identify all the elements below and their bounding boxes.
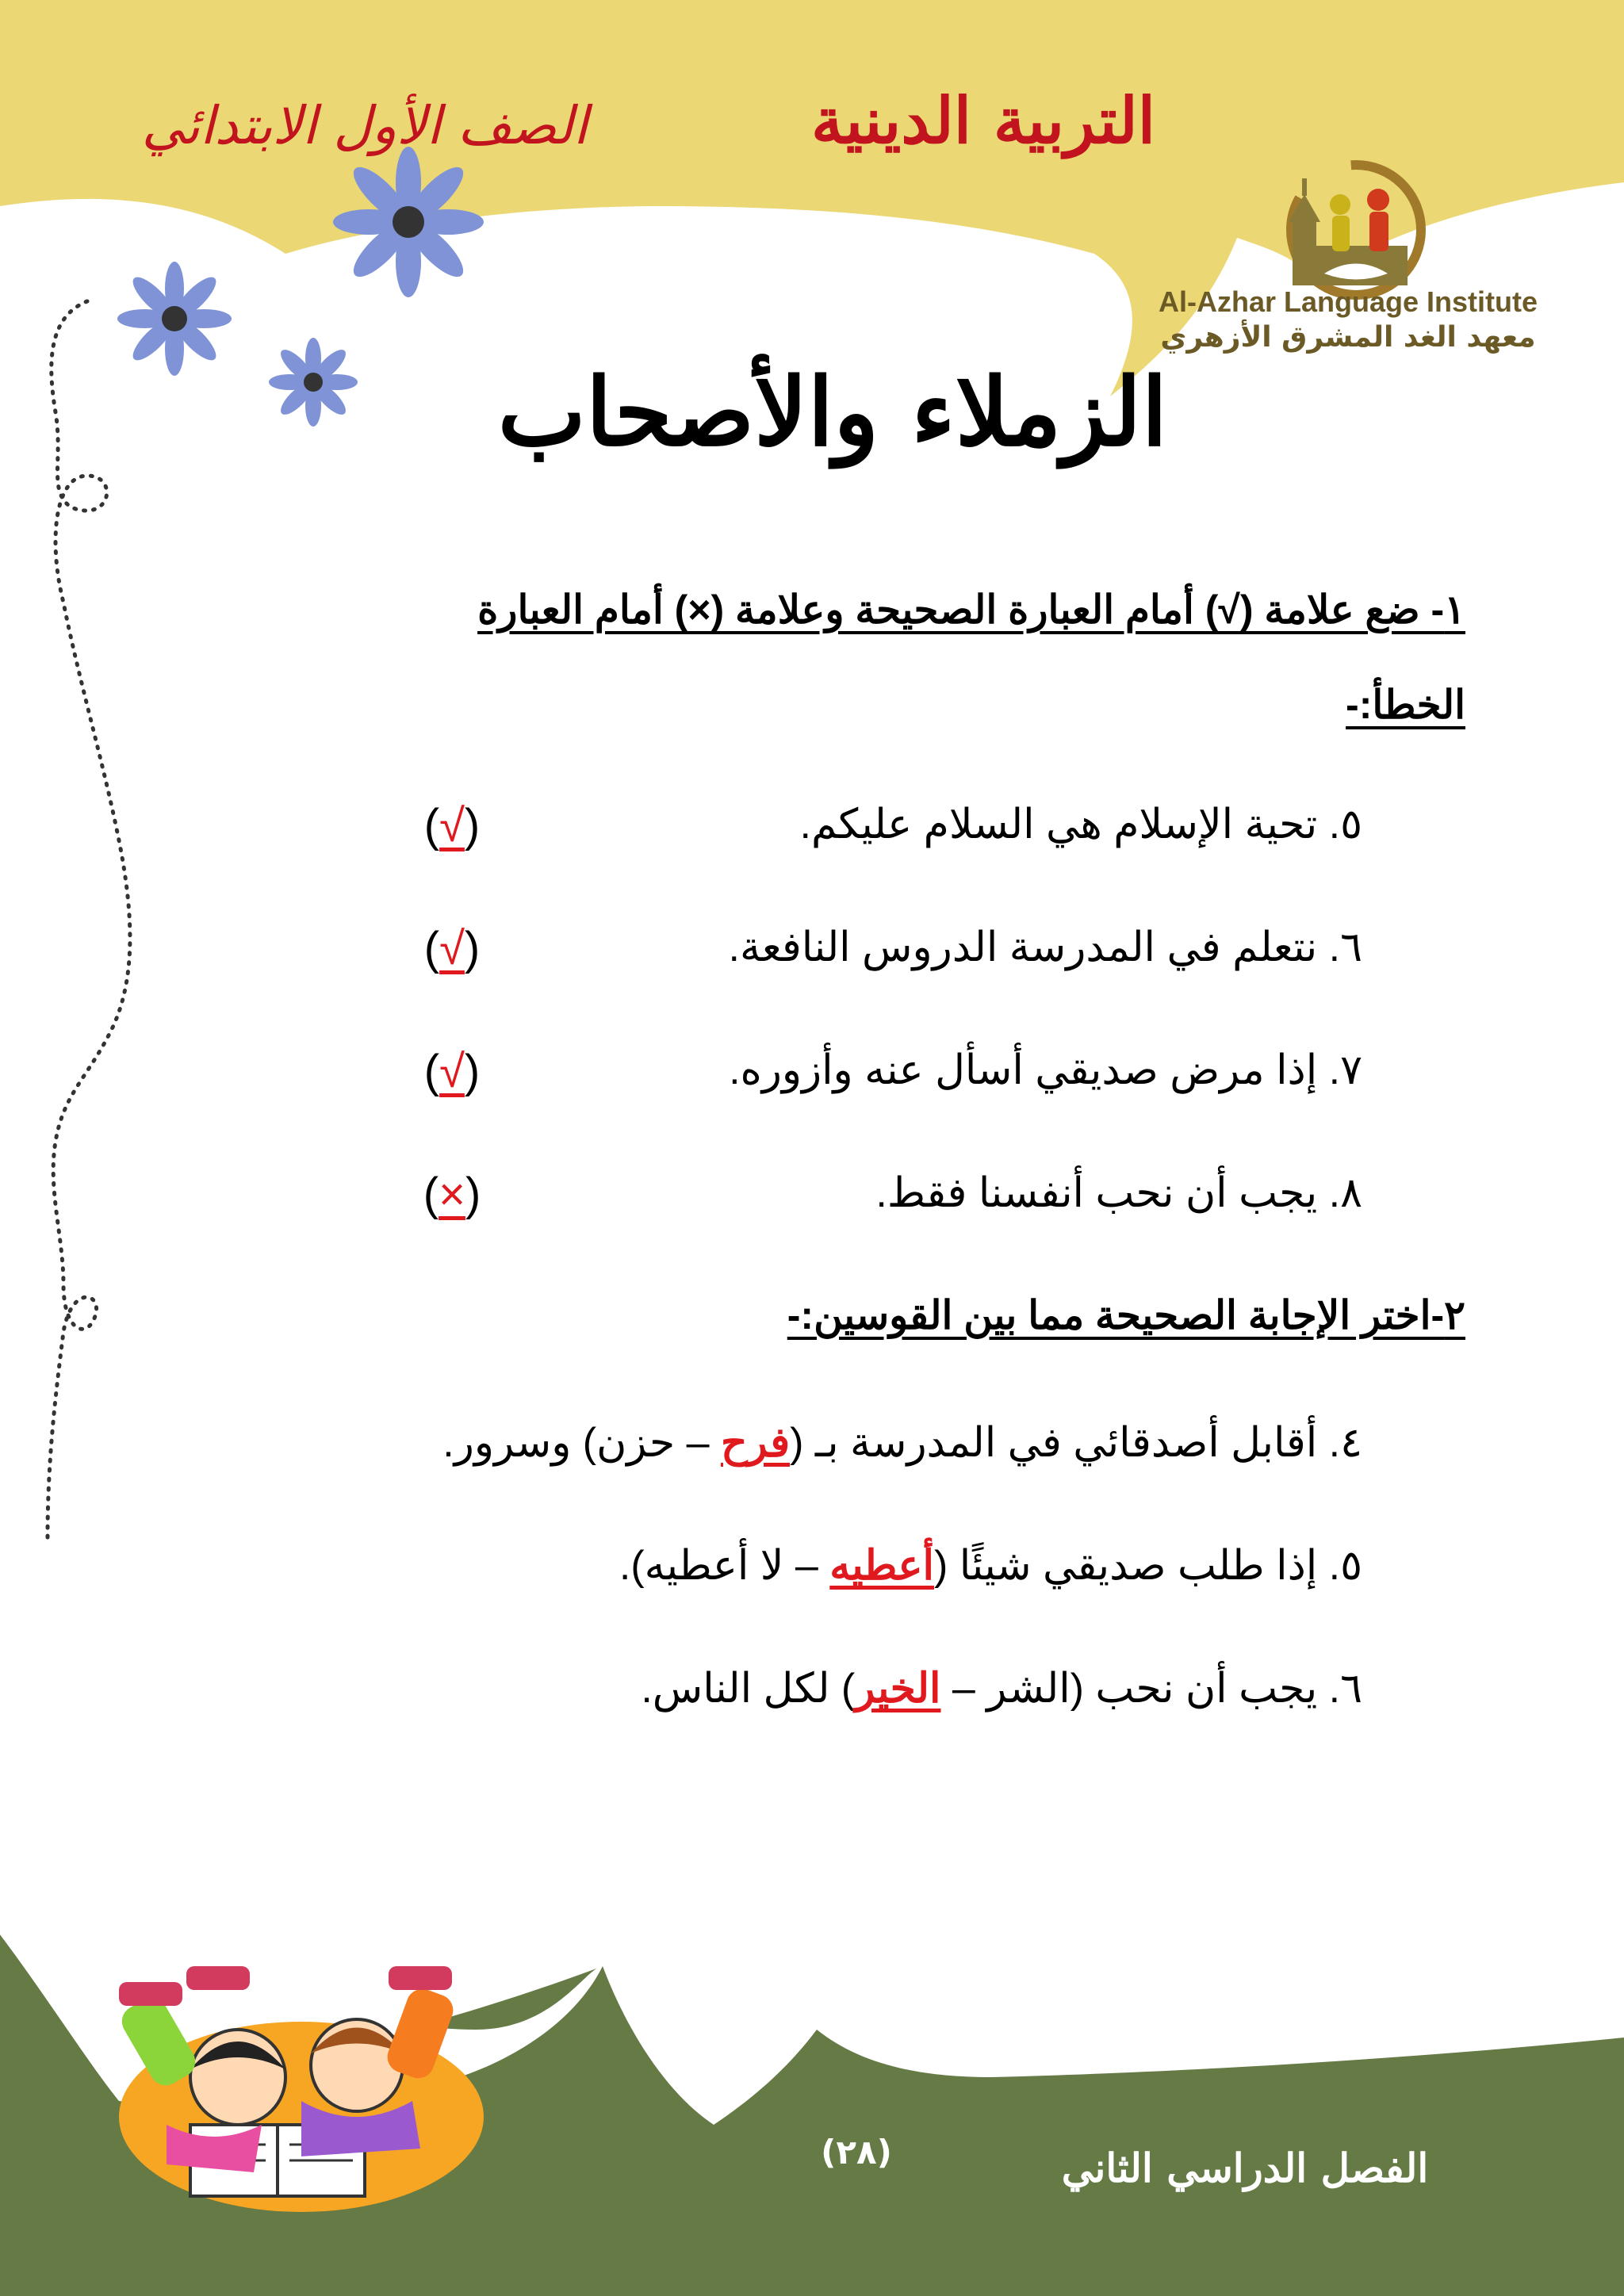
q2-item-3 — [641, 1665, 1362, 1712]
q2-item-2-before: ٥. إذا طلب صديقي شيئًا ( — [933, 1543, 1362, 1589]
q2-item-3-answer: الخير — [855, 1666, 941, 1712]
q1-item-2: ٦. نتعلم في المدرسة الدروس النافعة. — [728, 924, 1362, 970]
q2-item-1-after: – حزن) وسرور. — [442, 1420, 721, 1466]
open-paren: ( — [423, 1169, 439, 1220]
close-paren: ) — [464, 923, 481, 974]
q1-item-4: ٨. يجب أن نحب أنفسنا فقط. — [875, 1170, 1362, 1216]
footer-term: الفصل الدراسي الثاني — [1061, 2145, 1429, 2191]
close-paren: ) — [464, 800, 481, 851]
q1-heading-line2: الخطأ:- — [1346, 683, 1465, 727]
answer-mark: √ — [439, 1046, 465, 1097]
flower-medium — [117, 262, 232, 376]
page-number: (٢٨) — [821, 2133, 892, 2172]
q2-item-3-before: ٦. يجب أن نحب (الشر – — [940, 1666, 1362, 1712]
q2-item-3-after: ) لكل الناس. — [641, 1666, 856, 1712]
open-paren: ( — [423, 923, 440, 974]
grade-title: الصف الأول الابتدائي — [141, 95, 588, 156]
flower-small — [269, 338, 358, 427]
answer-mark: √ — [439, 923, 465, 974]
answer-mark: × — [439, 1169, 465, 1220]
subject-title: التربية الدينية — [810, 83, 1156, 158]
q2-item-1-answer: فرح — [720, 1420, 791, 1466]
q2-item-1-before: ٤. أقابل أصدقائي في المدرسة بـ ( — [790, 1420, 1362, 1466]
dotted-vine — [48, 301, 130, 1538]
q1-mark-3 — [412, 1045, 492, 1098]
q2-item-2-answer: أعطيه — [829, 1543, 934, 1589]
q1-mark-1 — [412, 799, 492, 852]
lesson-title: الزملاء والأصحاب — [497, 357, 1168, 467]
q2-item-2 — [619, 1542, 1362, 1590]
q1-mark-2 — [412, 922, 492, 975]
flower-large — [333, 147, 484, 297]
q2-item-1 — [442, 1419, 1362, 1467]
q1-item-3: ٧. إذا مرض صديقي أسأل عنه وأزوره. — [729, 1047, 1362, 1093]
logo-name-ar: معهد الغد المشرق الأزهري — [1160, 321, 1536, 354]
logo-name-en: Al-Azhar Language Institute — [1158, 285, 1538, 318]
q2-heading: ٢-اختر الإجابة الصحيحة مما بين القوسين:- — [787, 1293, 1465, 1337]
q1-heading-line1: ١- ضع علامة (√) أمام العبارة الصحيحة وعلامة (×) أمام العبارة — [477, 587, 1465, 632]
answer-mark: √ — [439, 800, 465, 851]
open-paren: ( — [423, 800, 440, 851]
q2-item-2-after: – لا أعطيه). — [619, 1543, 830, 1589]
open-paren: ( — [423, 1046, 440, 1097]
q1-mark-4 — [412, 1168, 492, 1221]
q1-item-1: ٥. تحية الإسلام هي السلام عليكم. — [799, 802, 1362, 848]
close-paren: ) — [464, 1046, 481, 1097]
close-paren: ) — [465, 1169, 481, 1220]
